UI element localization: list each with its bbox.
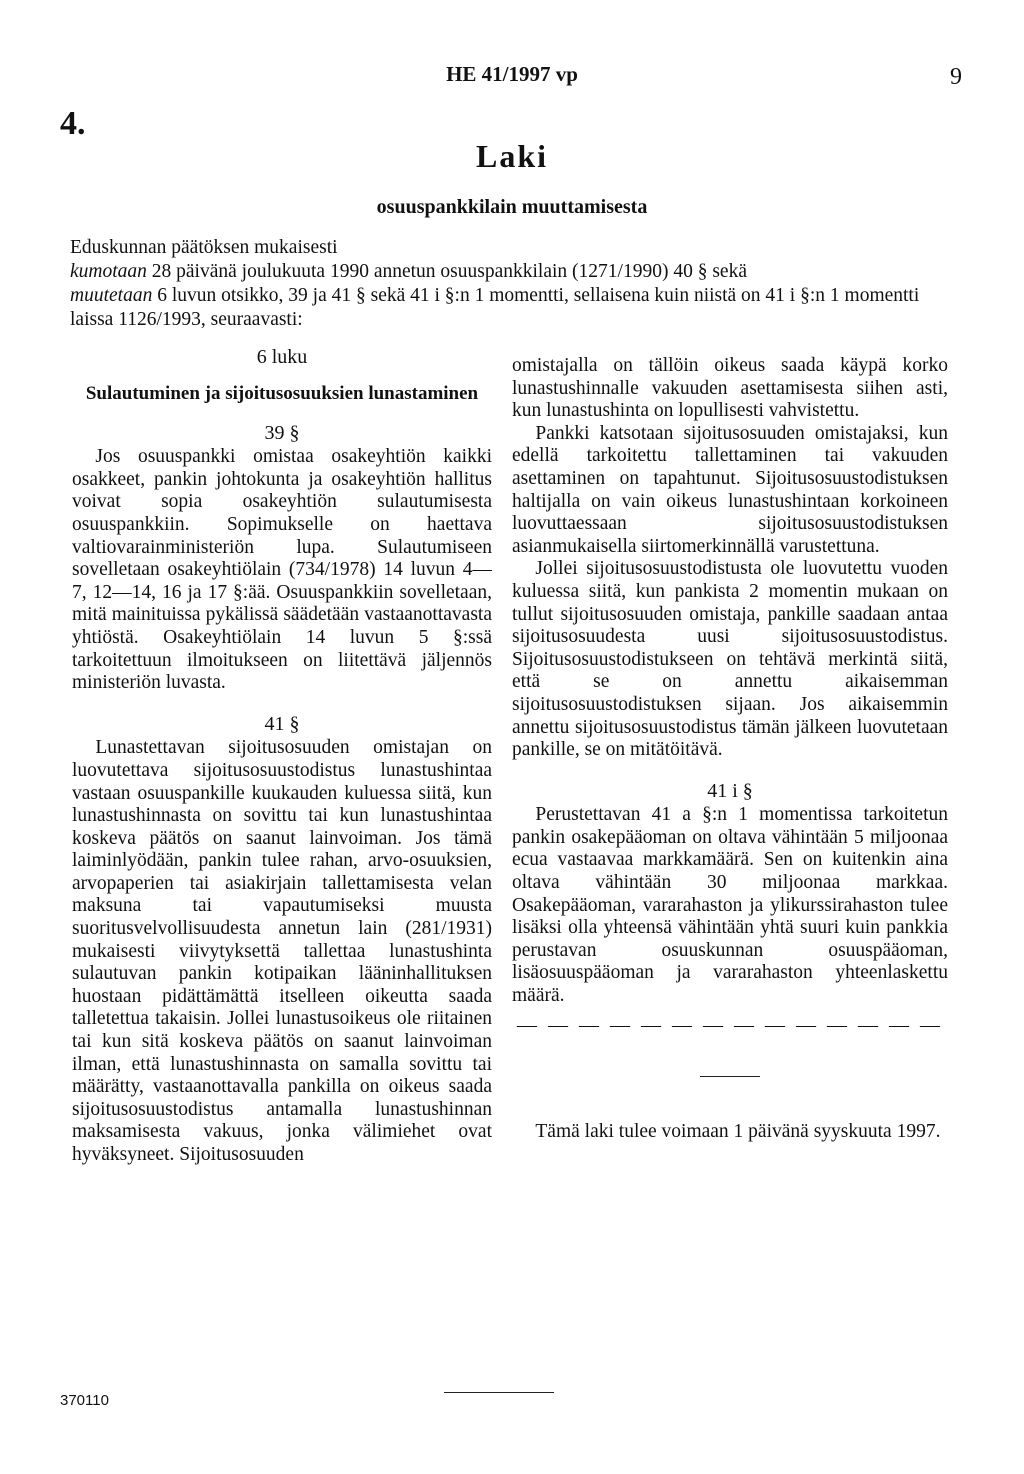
law-title: Laki [475,138,549,174]
section-41-text: Lunastettavan sijoitusosuuden omistajan on luovutettava sijoitusosuustodistus lunastushintaa vastaan osuuspankille kuukauden kuluessa siitä, kun lunastushinnasta on sovittu tai kun lunastushintaa koskeva päätös on saanut lainvoiman. Jos tämä laiminlyödään, pankin tulee rahan, arvo-osuuksien, arvopaperien tai asiakirjain tallettamisesta velan maksuna tai vapautumiseksi muusta suoritusvelvollisuudesta annetun lain (281/1931) mukaisesti viivytyksettä tallettaa lunastushinta sulautuvan pankin kotipaikan lääninhallituksen huostaan pidättämättä itselleen oikeutta saada talletettua takaisin. Jollei lunastusoikeus ole riitainen tai kun sitä koskeva päätös on saanut lainvoiman ilman, että lunastushinnasta on samalla sovittu tai määrätty, vastaanottavalla pankilla on oikeus saada sijoitusosuustodistus antamalla lunastushinnan maksamisesta vakuus, jonka välimiehet ovat hyväksyneet. Sijoitusosuuden [72,737,492,1165]
section-41i-heading: 41 i § [707,779,753,802]
divider-line [700,1076,760,1077]
preamble-amend [70,284,960,332]
section-39-heading: 39 § [264,421,300,444]
section-41-continuation: omistajalla on tällöin oikeus saada käypä korko lunastushinnalle vakuuden asettamisesta siihen asti, kun lunastushinta on lopullisesti vahvistettu. [512,355,948,422]
section-41-paragraph-3: Jollei sijoitusosuustodistusta ole luovutettu vuoden kuluessa siitä, kun pankista 2 momentin mukaan on tullut sijoitusosuuden omistaja, pankille saadaan antaa sijoitusosuudesta uusi sijoitusosuustodistus. Sijoitusosuustodistukseen on tehtävä merkintä siitä, että se on annettu aikaisemman sijoitusosuustodistuksen sijaan. Jos aikaisemmin annettu sijoitusosuustodistus tämän jälkeen luovutetaan pankille, se on mitätöitävä. [512,558,948,761]
keyword-amend: muutetaan [70,285,153,306]
chapter-number: 6 luku [256,346,308,368]
item-number: 4. [60,105,86,142]
chapter-title: Sulautuminen ja sijoitusosuuksien lunastaminen [85,382,479,404]
right-column [512,355,948,1144]
entry-into-force: Tämä laki tulee voimaan 1 päivänä syyskuuta 1997. [535,1121,941,1143]
preamble [70,236,960,332]
section-41-heading: 41 § [264,712,300,735]
left-column [72,346,492,1167]
preamble-amend-text: 6 luvun otsikko, 39 ja 41 § sekä 41 i §:n 1 momentti, sellaisena kuin niistä on 41 i §:n 1 momentti laissa 1126/1993, seuraavasti: [70,285,920,330]
section-41i-text: Perustettavan 41 a §:n 1 momentissa tarkoitetun pankin osakepääoman on oltava vähintään 5 miljoonaa ecua vastaavaa markkamäärä. Sen on kuitenkin aina oltava vähintään 30 miljoonaa markkaa. Osakepääoman, vararahaston ja ylikurssirahaston tulee lisäksi olla yhteensä vähintään yhtä suuri kuin pankkia perustavan osuuskunnan osuuspääoman, lisäosuuspääoman ja vararahaston yhteenlaskettu määrä. [512,804,948,1007]
page-number: 9 [950,64,962,90]
preamble-intro: Eduskunnan päätöksen mukaisesti [70,237,338,258]
preamble-repeal-text: 28 päivänä joulukuuta 1990 annetun osuuspankkilain (1271/1990) 40 § sekä [146,261,747,282]
section-41-paragraph-2: Pankki katsotaan sijoitusosuuden omistajaksi, kun edellä tarkoitettu tallettaminen tai vakuuden asettaminen on tapahtunut. Sijoitusosuustodistuksen haltijalla on vain oikeus lunastushintaan korkoineen luovuttaessaan sijoitusosuustodistuksen asianmukaisella siirtomerkinnällä varustettuna. [512,422,948,557]
preamble-repeal [70,260,960,284]
bottom-divider-line [444,1392,554,1393]
print-code: 370110 [60,1392,109,1409]
keyword-repeal: kumotaan [70,261,147,282]
document-code: HE 41/1997 vp [446,62,578,86]
section-39-text: Jos osuuspankki omistaa osakeyhtiön kaikki osakkeet, pankin johtokunta ja osakeyhtiön hallitus voivat sopia osakeyhtiön sulautumisesta osuuspankkiin. Sopimukselle on haettava valtiovarainministeriön lupa. Sulautumiseen sovelletaan osakeyhtiölain (734/1978) 14 luvun 4—7, 12—14, 16 ja 17 §:ää. Osuuspankkiin sovelletaan, mitä mainituissa pykälissä säädetään vastaanottavasta yhtiöstä. Osakeyhtiölain 14 luvun 5 §:ssä tarkoitettuun ilmoitukseen on liitettävä jäljennös ministeriön luvasta. [72,446,492,694]
law-subtitle: osuuspankkilain muuttamisesta [376,196,648,218]
omission-dashes: — — — — — — — — — — — — — — [517,1013,943,1036]
